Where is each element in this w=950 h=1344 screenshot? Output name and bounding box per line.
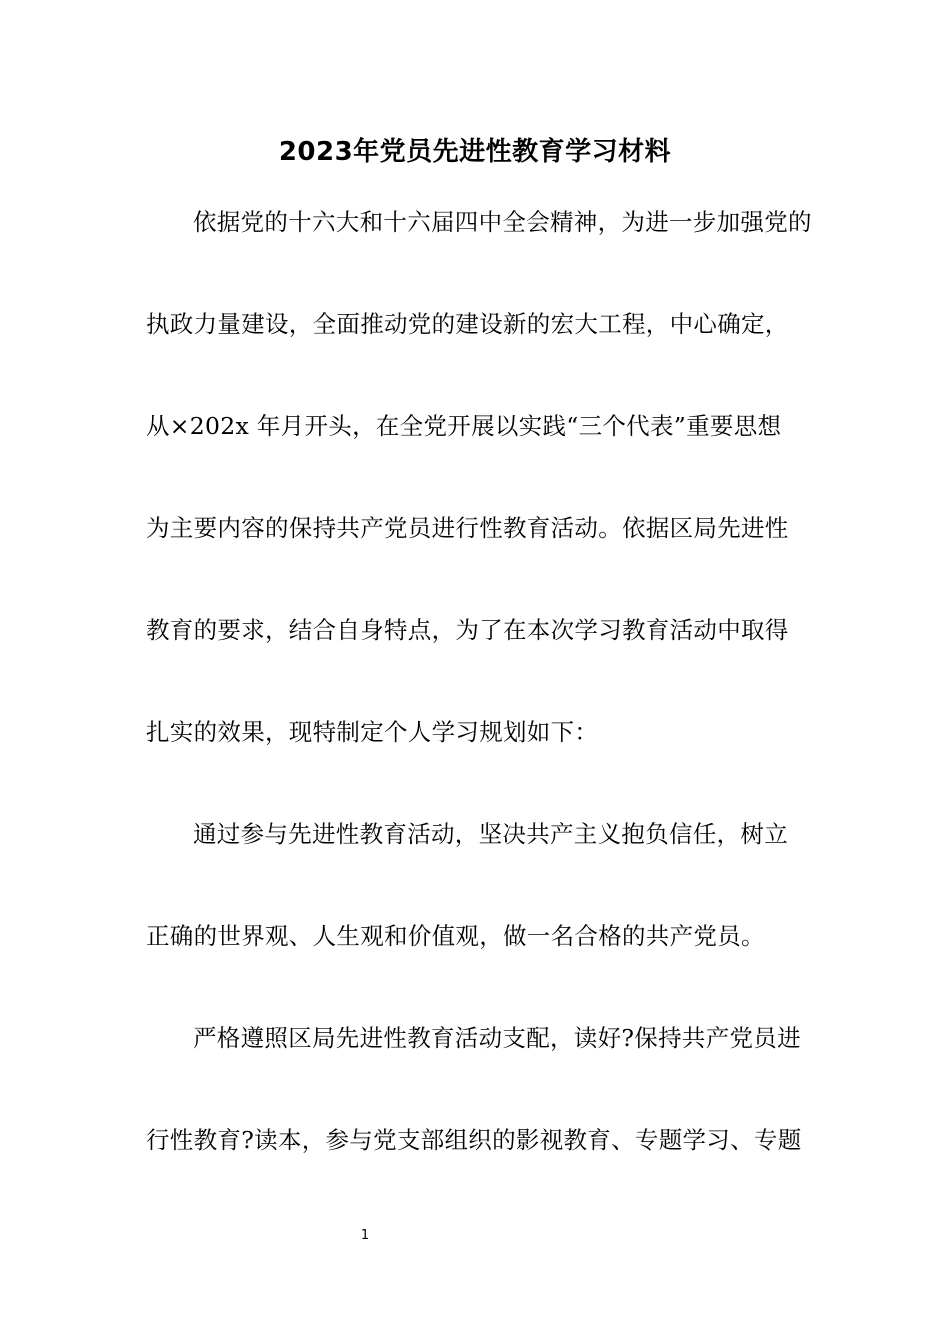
paragraph-line: 扎实的效果，现特制定个人学习规划如下： bbox=[146, 718, 599, 746]
page-number: 1 bbox=[360, 1228, 370, 1243]
paragraph-line: 依据党的十六大和十六届四中全会精神，为进一步加强党的 bbox=[193, 208, 812, 236]
document-title: 2023年党员先进性教育学习材料 bbox=[278, 137, 672, 167]
paragraph-line: 通过参与先进性教育活动，坚决共产主义抱负信任，树立 bbox=[193, 820, 788, 848]
paragraph-line: 正确的世界观、人生观和价值观，做一名合格的共产党员。 bbox=[146, 922, 765, 950]
paragraph-line: 严格遵照区局先进性教育活动支配，读好?保持共产党员进 bbox=[193, 1024, 801, 1052]
paragraph-line: 执政力量建设，全面推动党的建设新的宏大工程，中心确定， bbox=[146, 310, 789, 338]
paragraph-line: 从×202x 年月开头，在全党开展以实践“三个代表”重要思想 bbox=[146, 412, 782, 440]
paragraph-line: 为主要内容的保持共产党员进行性教育活动。依据区局先进性 bbox=[146, 514, 789, 542]
paragraph-line: 行性教育?读本，参与党支部组织的影视教育、专题学习、专题 bbox=[146, 1126, 802, 1154]
document-body bbox=[146, 196, 812, 1216]
paragraph-line: 教育的要求，结合自身特点，为了在本次学习教育活动中取得 bbox=[146, 616, 789, 644]
